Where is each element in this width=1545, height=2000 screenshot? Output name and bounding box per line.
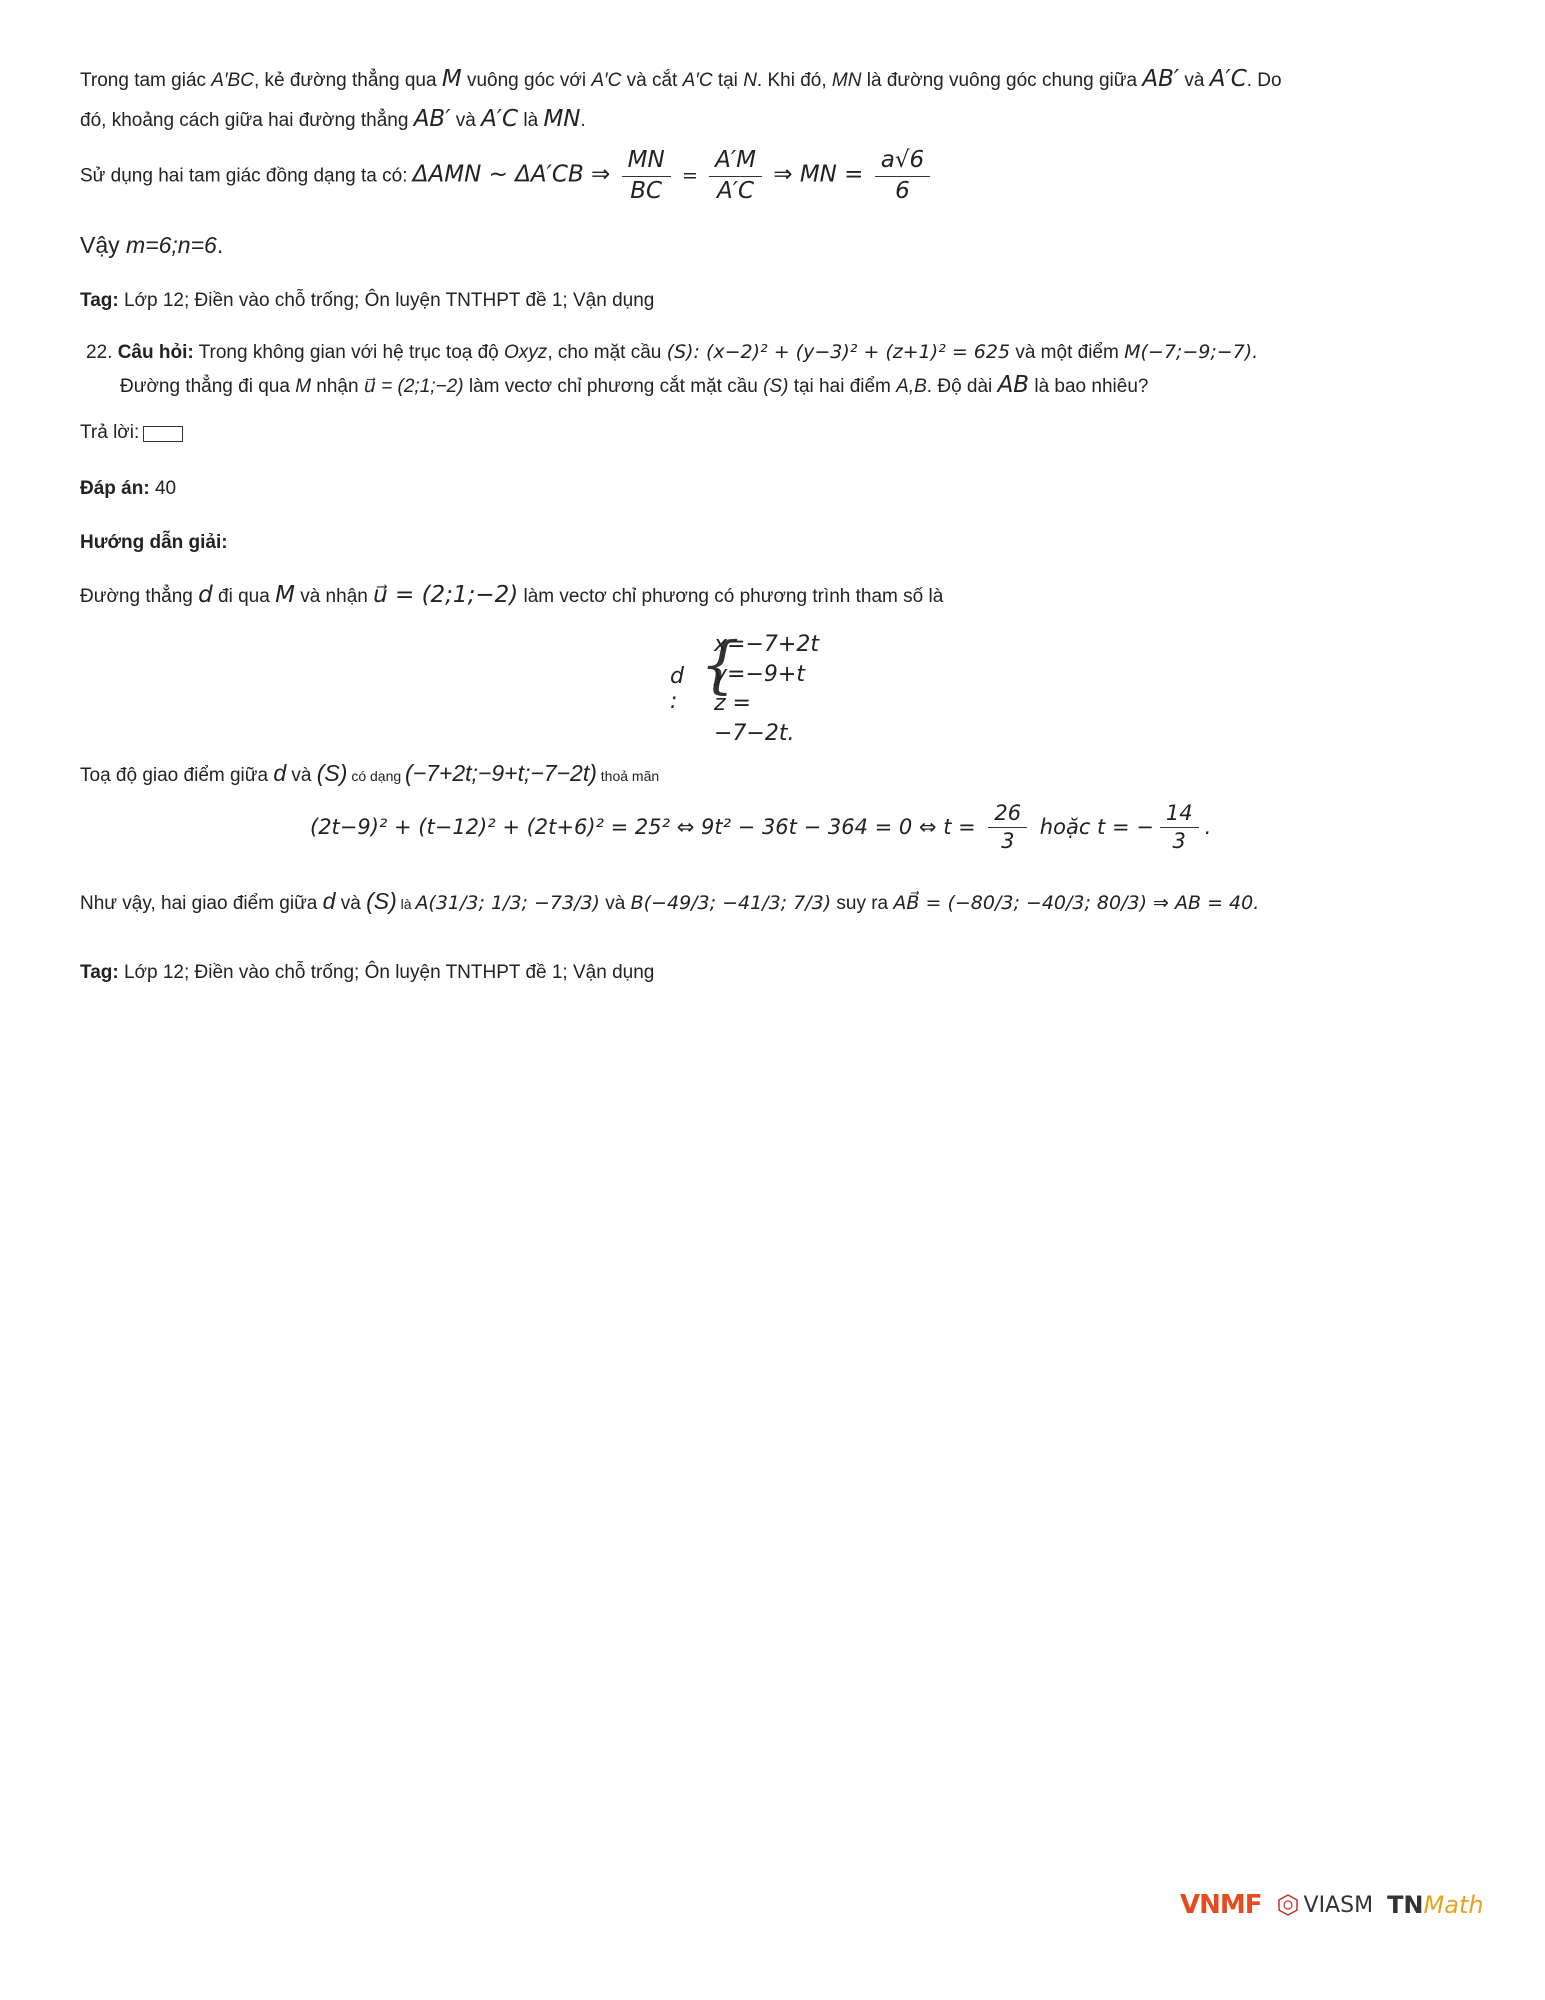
guide-line-1	[80, 578, 1460, 614]
math-segment: AB	[997, 372, 1030, 398]
answer-key	[80, 474, 1460, 503]
tag-label: Tag:	[80, 962, 119, 983]
text: Sử dụng hai tam giác đồng dạng ta có:	[80, 165, 413, 187]
fraction-root-2: $\frac{14}{3}$	[1160, 800, 1199, 856]
answer-key-value: 40	[149, 478, 177, 499]
math-point-b: B(−49/3; −41/3; 7/3)	[630, 892, 832, 914]
answer-key-label: Đáp án:	[80, 478, 150, 499]
guide-line-2	[80, 756, 1460, 792]
text: thoả mãn	[596, 768, 660, 784]
equation-z: z = −7−2t.	[714, 691, 795, 747]
math-line-d: d	[322, 888, 336, 914]
tnmath-tn: TN	[1387, 1891, 1424, 1919]
tnmath-logo	[1387, 1891, 1484, 1919]
footer-logos	[1180, 1885, 1484, 1925]
answer-prompt: Trả lời:	[80, 422, 140, 443]
tag-text: Lớp 12; Điền vào chỗ trống; Ôn luyện TNTHPT đề 1; Vận dụng	[118, 290, 655, 311]
math-segment: MN	[543, 106, 581, 132]
text: và	[599, 893, 631, 914]
text: Như vậy, hai giao điểm giữa	[80, 893, 323, 914]
math-implies: ⇒ MN =	[773, 161, 864, 188]
text: Đường thẳng	[80, 586, 199, 607]
math-segment: AB′	[413, 106, 451, 132]
text: và	[286, 765, 317, 786]
math-point-a: A(31/3; 1/3; −73/3)	[415, 892, 600, 914]
answer-input-box[interactable]	[143, 426, 183, 442]
math-segment: A′C	[1209, 66, 1247, 92]
math-result: AB = 40.	[1168, 892, 1260, 914]
math-segment: MN	[831, 70, 862, 91]
text: và một điểm	[1010, 342, 1125, 363]
fraction-root-1: $\frac{26}{3}$	[988, 800, 1027, 856]
text: làm vectơ chỉ phương có phương trình tham số là	[518, 586, 944, 607]
math-point-m: M	[441, 66, 462, 92]
guide-title	[80, 528, 1460, 557]
math-sphere: (S)	[316, 760, 348, 786]
question-22-line2	[120, 368, 1500, 404]
tag-line	[80, 958, 1460, 987]
math-segment: AB′	[1142, 66, 1180, 92]
system-label: d :	[670, 664, 684, 714]
math-parametric-point: (−7+2t;−9+t;−7−2t)	[405, 760, 597, 786]
text: vuông góc với	[461, 70, 592, 91]
guide-heading: Hướng dẫn giải:	[80, 532, 228, 553]
text: . Khi đó,	[756, 70, 832, 91]
text: Đường thẳng đi qua	[120, 376, 296, 397]
text: đó, khoảng cách giữa hai đường thẳng	[80, 110, 414, 131]
math-line-d: d	[273, 760, 287, 786]
text: suy ra	[831, 893, 894, 914]
math-system: Oxyz	[504, 342, 548, 363]
text: nhận	[311, 376, 364, 397]
question-number: 22.	[86, 342, 113, 363]
viasm-logo	[1276, 1893, 1374, 1918]
math-result: m=6;n=6	[126, 232, 217, 258]
tag-text: Lớp 12; Điền vào chỗ trống; Ôn luyện TNTHPT đề 1; Vận dụng	[118, 962, 655, 983]
text: và	[335, 893, 367, 914]
viasm-emblem-icon	[1276, 1893, 1300, 1917]
question-22	[86, 338, 1466, 367]
math-line-d: d	[198, 582, 213, 608]
text: và	[450, 110, 482, 131]
fraction-result: $\frac{a√6}{6}$	[875, 146, 930, 207]
tag-label: Tag:	[80, 290, 119, 311]
math-sphere: (S)	[366, 888, 397, 914]
text: . Do	[1246, 70, 1282, 91]
math-similarity: ΔAMN ~ ΔA′CB ⇒	[412, 161, 611, 188]
text: là	[518, 110, 544, 131]
text: . Độ dài	[926, 376, 998, 397]
text: Vậy	[80, 232, 127, 258]
text: Trong không gian với hệ trục toạ độ	[193, 342, 505, 363]
system-equations	[714, 630, 819, 749]
text: tại	[712, 70, 744, 91]
text: Toạ độ giao điểm giữa	[80, 765, 274, 786]
equation-y: y=−9+t	[714, 661, 805, 687]
math-segment: A′C	[591, 70, 622, 91]
question-label: Câu hỏi:	[117, 342, 194, 363]
math-segment: A′C	[682, 70, 713, 91]
fraction-mn-bc: $\frac{MN}{BC}$	[622, 146, 671, 207]
guide-line-3	[80, 884, 1460, 920]
tnmath-math: Math	[1423, 1891, 1484, 1919]
math-segment: A′C	[481, 106, 519, 132]
math-point: M(−7;−9;−7).	[1124, 341, 1259, 363]
math-point-m: M	[295, 376, 312, 397]
text: Trong tam giác	[80, 70, 212, 91]
text: là	[396, 896, 416, 912]
text: tại hai điểm	[788, 376, 897, 397]
math-triangle: A′BC	[211, 70, 254, 91]
text: .	[580, 110, 586, 131]
math-vector-ab: AB⃗ = (−80/3; −40/3; 80/3) ⇒	[893, 892, 1169, 914]
viasm-text: VIASM	[1303, 1892, 1374, 1918]
math-point-n: N	[743, 70, 757, 91]
math-points: A,B	[896, 376, 927, 397]
math-vector: u⃗ = (2;1;−2)	[363, 376, 464, 397]
fraction-am-ac: $\frac{A'M}{A'C}$	[709, 146, 762, 207]
tag-line	[80, 286, 1460, 315]
paragraph-similarity	[80, 146, 1460, 207]
text: và nhận	[294, 586, 374, 607]
math-sphere: (S)	[763, 376, 789, 397]
equation-x: x=−7+2t	[714, 632, 819, 657]
paragraph-intro	[80, 62, 1460, 98]
text: và	[1179, 70, 1210, 91]
math-sphere-equation: (S): (x−2)² + (y−3)² + (z+1)² = 625	[666, 341, 1011, 363]
text: là đường vuông góc chung giữa	[861, 70, 1143, 91]
text: .	[216, 232, 224, 258]
paragraph-intro-line2	[80, 102, 1460, 138]
text: là bao nhiêu?	[1029, 376, 1149, 397]
math-vector: u⃗ = (2;1;−2)	[373, 582, 519, 608]
text: có dạng	[347, 768, 406, 784]
math-equals: =	[681, 164, 698, 187]
text: , cho mặt cầu	[547, 342, 667, 363]
text: đi qua	[212, 586, 276, 607]
equation-lhs: (2t−9)² + (t−12)² + (2t+6)² = 25² ⇔ 9t² − 36t − 364 = 0 ⇔ t =	[310, 814, 976, 839]
equation-or: hoặc t = −	[1033, 814, 1154, 839]
brace-symbol: {	[700, 628, 740, 701]
text: làm vectơ chỉ phương cắt mặt cầu	[463, 376, 764, 397]
answer-row	[80, 418, 1460, 447]
vnmf-logo: VNMF	[1180, 1890, 1262, 1920]
quadratic-equation	[310, 800, 1545, 856]
equation-end: .	[1204, 814, 1212, 839]
text: , kẻ đường thẳng qua	[253, 70, 442, 91]
math-point-m: M	[275, 582, 295, 608]
conclusion	[80, 228, 1460, 264]
text: và cắt	[621, 70, 683, 91]
